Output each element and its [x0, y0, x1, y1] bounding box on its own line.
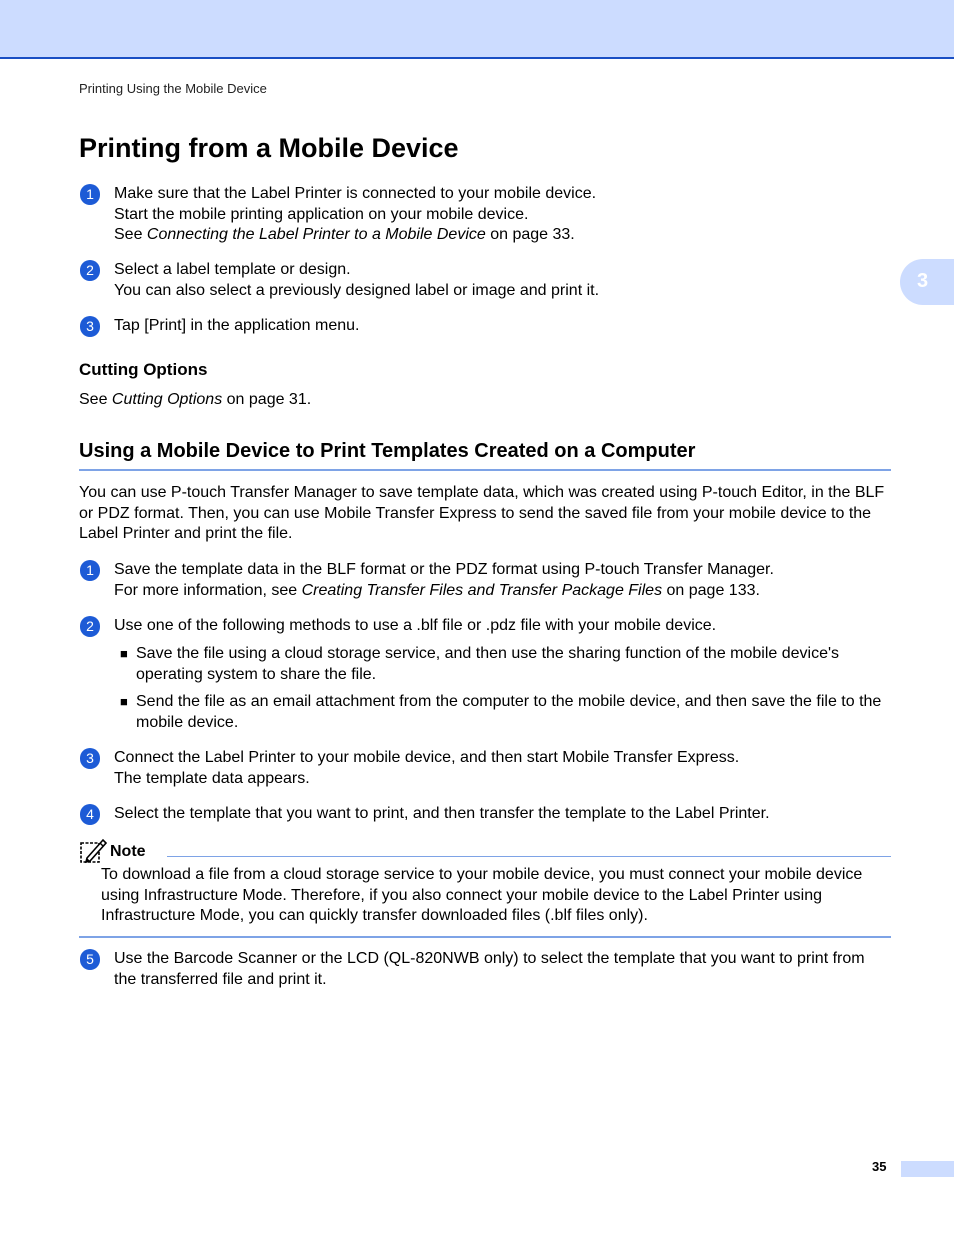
bullet-text-2: Send the file as an email attachment from the computer to the mobile device, and then save the file to the mobile device.: [136, 693, 882, 731]
step-1-line-1: Make sure that the Label Printer is connected to your mobile device.: [114, 185, 597, 202]
step-b1-text: [114, 560, 891, 601]
step-2-line-2: You can also select a previously designed label or image and print it.: [114, 281, 600, 299]
step-1-line-2: Start the mobile printing application on your mobile device.: [114, 205, 529, 223]
step-b1-line-1: Save the template data in the BLF format or the PDZ format using P-touch Transfer Manager.: [114, 561, 774, 578]
page-number-tab: [901, 1161, 954, 1177]
step-2-text: [114, 260, 891, 301]
transfer-files-link[interactable]: Creating Transfer Files and Transfer Package Files: [301, 581, 663, 599]
step-1-text: [114, 184, 891, 246]
page-title: Printing from a Mobile Device: [79, 133, 459, 163]
note-pencil-icon: [79, 838, 107, 864]
step-b2: [79, 616, 891, 638]
note-text: To download a file from a cloud storage service to your mobile device, you must connect your mobile device using Infrastructure Mode. Therefore, if you also connect your mobile device to the Label Printer using Infrastructure Mode, you can quickly transfer downloaded files (.blf files only).: [101, 866, 863, 924]
step-b3-line-1: Connect the Label Printer to your mobile device, and then start Mobile Transfer Express.: [114, 749, 740, 766]
note-title: Note: [110, 843, 146, 860]
step-b4-text: Select the template that you want to print, and then transfer the template to the Label Printer.: [114, 805, 770, 822]
step-b3: [79, 748, 891, 790]
breadcrumb: Printing Using the Mobile Device: [79, 81, 267, 96]
step-b1-line-2: For more information, see Creating Transfer Files and Transfer Package Files on page 133.: [114, 581, 760, 599]
step-2-line-1: Select a label template or design.: [114, 261, 351, 278]
step-1: [79, 184, 891, 246]
cutting-options-link[interactable]: Cutting Options: [111, 391, 223, 408]
note-end-divider: [79, 936, 891, 938]
note-header: [79, 838, 891, 864]
step-number-b5: 5: [80, 949, 100, 970]
step-b4: [79, 804, 891, 826]
step-number-b4: 4: [80, 804, 100, 825]
top-header-band: [0, 0, 954, 59]
step-1-line-3: See Connecting the Label Printer to a Mobile Device on page 33.: [114, 226, 575, 243]
step-b5: [79, 949, 891, 991]
square-bullet-icon: ■: [120, 694, 128, 709]
step-3-text: Tap [Print] in the application menu.: [114, 317, 360, 334]
step-b3-line-2: The template data appears.: [114, 769, 310, 787]
step-b1: [79, 560, 891, 602]
step-2: [79, 260, 891, 302]
square-bullet-icon: ■: [120, 646, 128, 661]
step-b2-text: Use one of the following methods to use a .blf file or .pdz file with your mobile device.: [114, 617, 717, 634]
intro-paragraph: You can use P-touch Transfer Manager to save template data, which was created using P-touch Editor, in the BLF or PDZ format. Then, you can use Mobile Transfer Express to send the saved file from your mobile device to the Label Printer and print the file.: [79, 484, 885, 542]
step-number-b3: 3: [80, 748, 100, 769]
step-b3-text: [114, 748, 891, 789]
cutting-options-text: See Cutting Options on page 31.: [79, 391, 312, 408]
step-number-b1: 1: [80, 560, 100, 581]
step-number-1: 1: [80, 184, 100, 205]
step-3: [79, 316, 891, 338]
cross-reference-link[interactable]: Connecting the Label Printer to a Mobile Device: [146, 226, 486, 243]
cutting-options-heading: Cutting Options: [79, 360, 208, 379]
step-number-b2: 2: [80, 616, 100, 637]
section-heading-templates: Using a Mobile Device to Print Templates Created on a Computer: [79, 440, 891, 471]
bullet-text-1: Save the file using a cloud storage service, and then use the sharing function of the mobile device's operating system to share the file.: [136, 645, 840, 683]
chapter-number: 3: [917, 270, 929, 292]
step-b5-text: Use the Barcode Scanner or the LCD (QL-820NWB only) to select the template that you want to print from the transferred file and print it.: [114, 950, 865, 988]
note-divider: [167, 856, 891, 857]
step-number-3: 3: [80, 316, 100, 337]
chapter-tab: [900, 259, 954, 305]
page-number: 35: [872, 1159, 887, 1174]
step-number-2: 2: [80, 260, 100, 281]
